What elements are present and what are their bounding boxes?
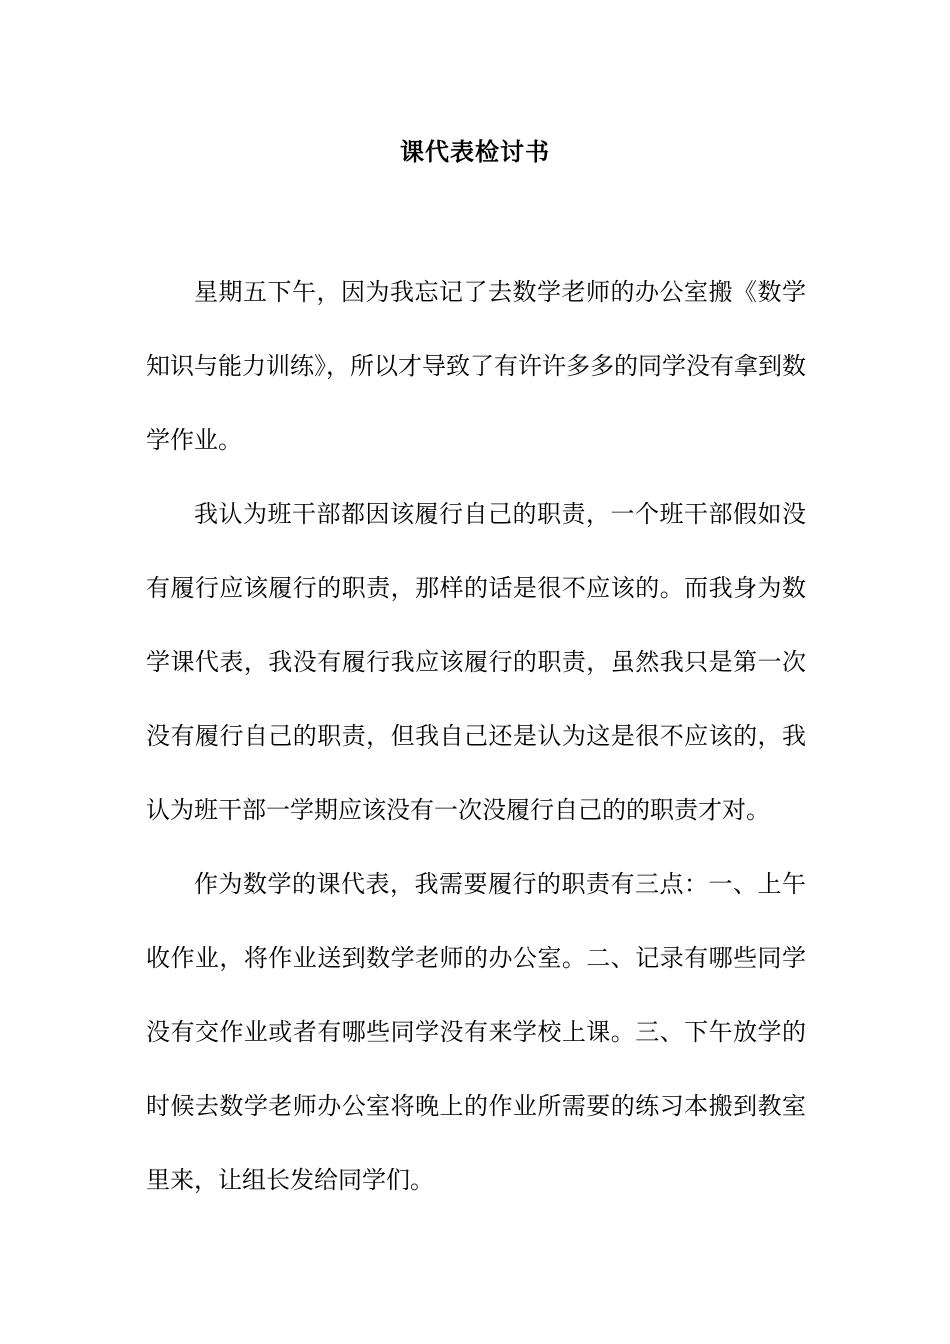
document-title: 课代表检讨书 xyxy=(400,137,550,166)
document-body xyxy=(146,255,806,1217)
paragraph-1: 星期五下午，因为我忘记了去数学老师的办公室搬《数学知识与能力训练》，所以才导致了有许许多多的同学没有拿到数学作业。 xyxy=(146,278,806,454)
paragraph-3: 作为数学的课代表，我需要履行的职责有三点：一、上午收作业，将作业送到数学老师的办公室。二、记录有哪些同学没有交作业或者有哪些同学没有来学校上课。三、下午放学的时候去数学老师办公室将晚上的作业所需要的练习本搬到教室里来，让组长发给同学们。 xyxy=(146,870,806,1194)
paragraph-2: 我认为班干部都因该履行自己的职责，一个班干部假如没有履行应该履行的职责，那样的话是很不应该的。而我身为数学课代表，我没有履行我应该履行的职责，虽然我只是第一次没有履行自己的职责，但我自己还是认为这是很不应该的，我认为班干部一学期应该没有一次没履行自己的的职责才对。 xyxy=(146,500,806,824)
